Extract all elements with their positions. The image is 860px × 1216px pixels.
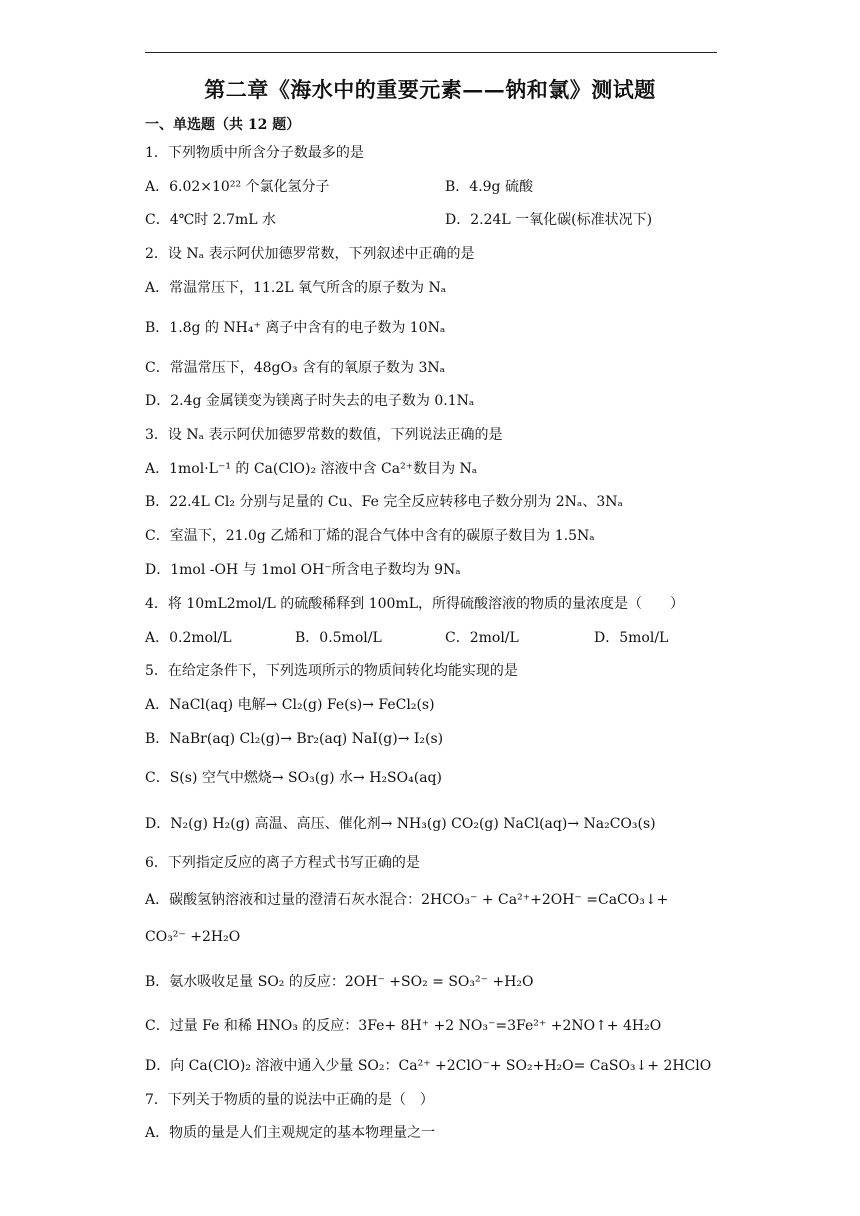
question-4-stem: 4．将 10mL2mol/L 的硫酸稀释到 100mL，所得硫酸溶液的物质的量浓度是（ ） xyxy=(145,596,685,612)
q1-option-b: B．4.9g 硫酸 xyxy=(445,179,533,195)
q1-option-d: D．2.24L 一氧化碳(标准状况下) xyxy=(445,212,653,228)
q4-option-d: D．5mol/L xyxy=(594,630,669,646)
question-3-stem: 3．设 Nₐ 表示阿伏加德罗常数的数值，下列说法正确的是 xyxy=(145,427,503,443)
q6-option-c: C．过量 Fe 和稀 HNO₃ 的反应：3Fe+ 8H⁺ +2 NO₃⁻=3Fe²⁺ +2NO↑+ 4H₂O xyxy=(145,1018,662,1034)
question-5-stem: 5．在给定条件下，下列选项所示的物质间转化均能实现的是 xyxy=(145,663,518,679)
q4-option-a: A．0.2mol/L xyxy=(145,630,232,646)
q3-option-a: A．1mol·L⁻¹ 的 Ca(ClO)₂ 溶液中含 Ca²⁺数目为 Nₐ xyxy=(145,461,478,477)
q3-option-b: B．22.4L Cl₂ 分别与足量的 Cu、Fe 完全反应转移电子数分别为 2Nₐ、3Nₐ xyxy=(145,494,623,510)
q4-option-c: C．2mol/L xyxy=(445,630,519,646)
question-7-stem: 7．下列关于物质的量的说法中正确的是（ ） xyxy=(145,1092,434,1108)
q2-option-a: A．常温常压下，11.2L 氧气所含的原子数为 Nₐ xyxy=(145,280,447,296)
q5-option-c: C．S(s) 空气中燃烧→ SO₃(g) 水→ H₂SO₄(aq) xyxy=(145,770,442,786)
q4-option-b: B．0.5mol/L xyxy=(295,630,382,646)
q6-option-b: B．氨水吸收足量 SO₂ 的反应：2OH⁻ +SO₂ = SO₃²⁻ +H₂O xyxy=(145,974,534,990)
q7-option-a: A．物质的量是人们主观规定的基本物理量之一 xyxy=(145,1125,436,1141)
header-rule xyxy=(145,52,717,53)
q2-option-d: D．2.4g 金属镁变为镁离子时失去的电子数为 0.1Nₐ xyxy=(145,393,475,409)
question-2-stem: 2．设 Nₐ 表示阿伏加德罗常数，下列叙述中正确的是 xyxy=(145,246,475,262)
q5-option-a: A．NaCl(aq) 电解→ Cl₂(g) Fe(s)→ FeCl₂(s) xyxy=(145,697,435,713)
page-title: 第二章《海水中的重要元素——钠和氯》测试题 xyxy=(204,77,656,102)
q1-option-a: A．6.02×10²² 个氯化氢分子 xyxy=(145,179,330,195)
question-6-stem: 6．下列指定反应的离子方程式书写正确的是 xyxy=(145,855,420,871)
q3-option-c: C．室温下，21.0g 乙烯和丁烯的混合气体中含有的碳原子数目为 1.5Nₐ xyxy=(145,528,595,544)
q6-option-a: A．碳酸氢钠溶液和过量的澄清石灰水混合：2HCO₃⁻ + Ca²⁺+2OH⁻ =CaCO₃↓+ CO₃²⁻ +2H₂O xyxy=(145,892,669,945)
question-1-stem: 1．下列物质中所含分子数最多的是 xyxy=(145,145,364,161)
section-heading: 一、单选题（共 12 题） xyxy=(145,117,301,133)
q3-option-d: D．1mol -OH 与 1mol OH⁻所含电子数均为 9Nₐ xyxy=(145,562,461,578)
q2-option-c: C．常温常压下，48gO₃ 含有的氧原子数为 3Nₐ xyxy=(145,360,446,376)
q6-option-d: D．向 Ca(ClO)₂ 溶液中通入少量 SO₂：Ca²⁺ +2ClO⁻+ SO₂+H₂O= CaSO₃↓+ 2HClO xyxy=(145,1058,712,1074)
q1-option-c: C．4℃时 2.7mL 水 xyxy=(145,212,277,228)
q5-option-b: B．NaBr(aq) Cl₂(g)→ Br₂(aq) NaI(g)→ I₂(s) xyxy=(145,731,444,747)
q5-option-d: D．N₂(g) H₂(g) 高温、高压、催化剂→ NH₃(g) CO₂(g) NaCl(aq)→ Na₂CO₃(s) xyxy=(145,816,656,832)
q2-option-b: B．1.8g 的 NH₄⁺ 离子中含有的电子数为 10Nₐ xyxy=(145,320,446,336)
